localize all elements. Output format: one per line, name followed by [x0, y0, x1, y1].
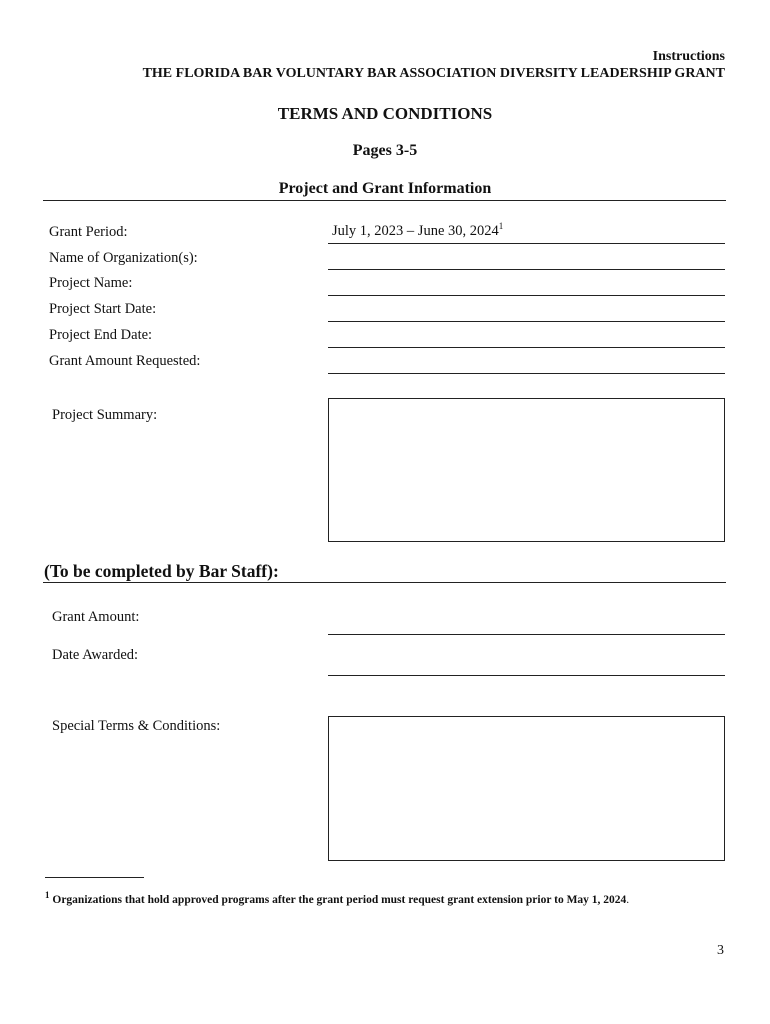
staff-section-title: (To be completed by Bar Staff): — [44, 561, 279, 581]
project-name-line — [328, 295, 725, 296]
special-terms-box[interactable] — [328, 716, 725, 861]
start-date-label: Project Start Date: — [49, 301, 157, 317]
footnote — [45, 890, 630, 906]
footnote-number: 1 — [45, 890, 50, 901]
start-date-field[interactable] — [330, 303, 727, 322]
summary-label: Project Summary: — [52, 407, 158, 423]
page-number: 3 — [717, 943, 724, 958]
project-name-label: Project Name: — [49, 275, 133, 291]
grant-period-value: July 1, 2023 – June 30, 2024$^1$ — [332, 221, 504, 239]
page-title: TERMS AND CONDITIONS — [277, 104, 493, 123]
summary-textarea[interactable] — [331, 401, 725, 541]
pages-label: Pages 3-5 — [352, 142, 418, 159]
amount-requested-field[interactable] — [330, 355, 727, 374]
grant-period-line — [328, 243, 725, 244]
end-date-field[interactable] — [330, 329, 727, 348]
footnote-ref: 1 — [498, 221, 504, 232]
section-title: Project and Grant Information — [278, 180, 492, 197]
summary-box[interactable] — [328, 398, 725, 542]
amount-requested-line — [328, 373, 725, 374]
org-label: Name of Organization(s): — [49, 250, 198, 266]
project-name-field[interactable] — [330, 277, 727, 296]
org-field[interactable] — [330, 251, 727, 270]
header-instructions: Instructions — [652, 49, 725, 64]
end-date-label: Project End Date: — [49, 327, 153, 343]
header-grant-title: THE FLORIDA BAR VOLUNTARY BAR ASSOCIATION DIVERSITY LEADERSHIP GRANT — [142, 66, 725, 81]
date-awarded-line — [328, 675, 725, 676]
grant-period-label: Grant Period: — [49, 224, 128, 240]
special-terms-textarea[interactable] — [331, 719, 725, 860]
section-divider — [43, 200, 726, 201]
grant-amount-line — [328, 634, 725, 635]
grant-amount-field[interactable] — [330, 616, 727, 635]
footnote-text: Organizations that hold approved programs after the grant period must request grant extension prior to May 1, 2024 — [52, 894, 627, 906]
end-date-line — [328, 347, 725, 348]
date-awarded-field[interactable] — [330, 657, 727, 676]
start-date-line — [328, 321, 725, 322]
date-awarded-label: Date Awarded: — [52, 647, 139, 663]
special-terms-label: Special Terms & Conditions: — [52, 718, 221, 734]
amount-requested-label: Grant Amount Requested: — [49, 353, 201, 369]
grant-amount-label: Grant Amount: — [52, 609, 140, 625]
staff-section-divider — [43, 582, 726, 583]
footnote-separator — [45, 877, 144, 878]
footnote-period: . — [626, 894, 630, 906]
org-line — [328, 269, 725, 270]
